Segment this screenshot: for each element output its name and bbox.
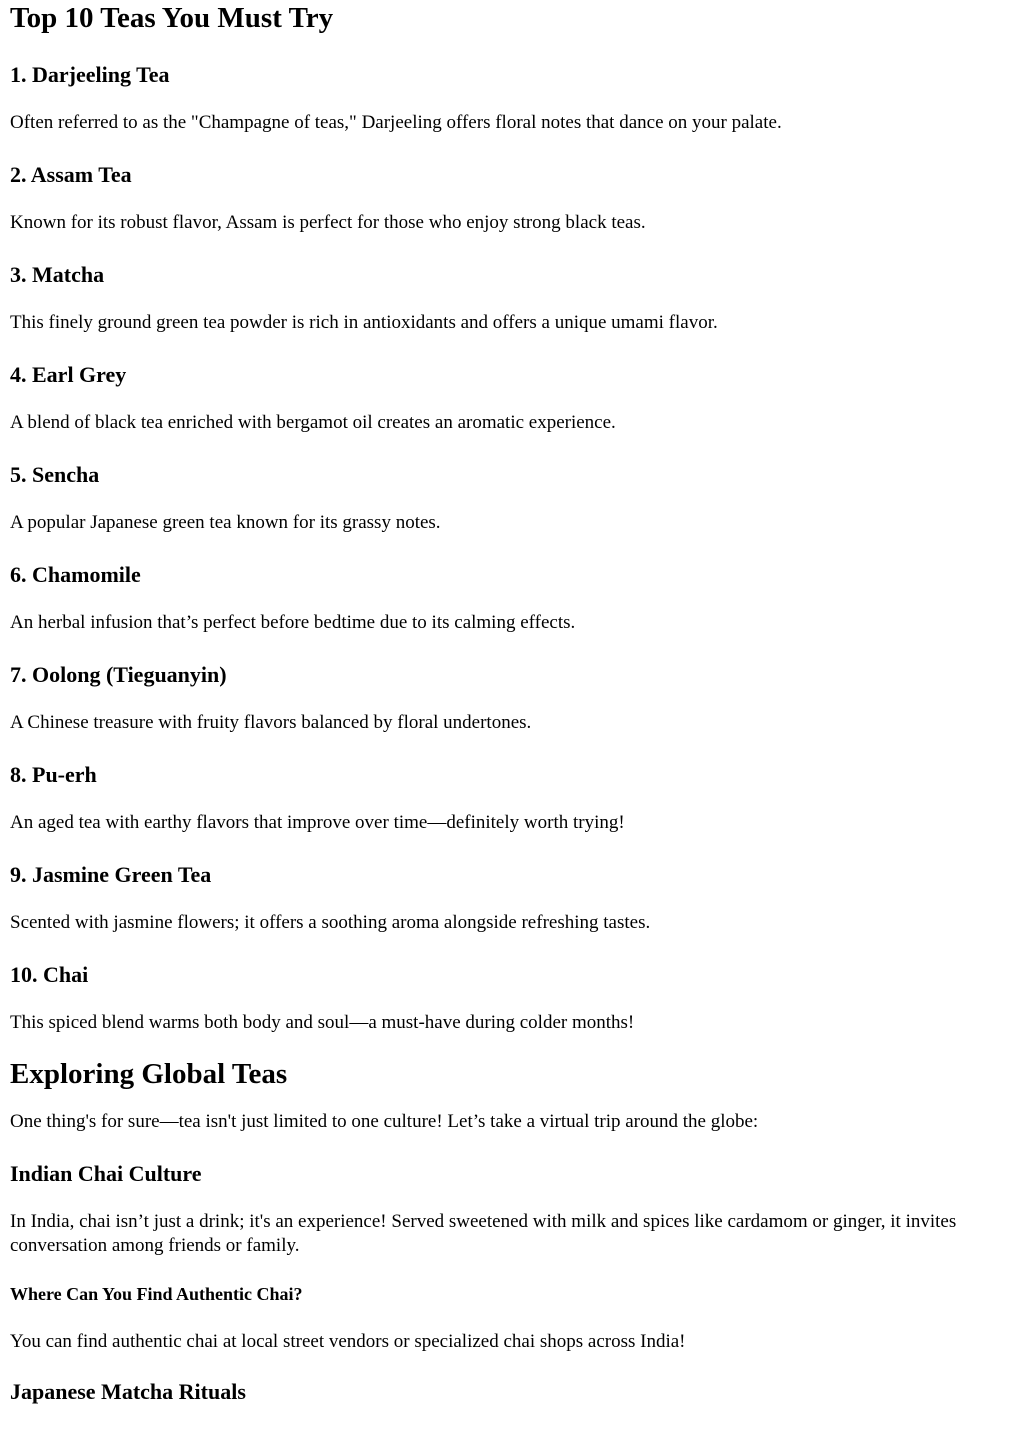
subsection-heading: Indian Chai Culture <box>10 1161 202 1186</box>
tea-heading: 5. Sencha <box>10 462 100 487</box>
list-item <box>10 261 1014 335</box>
global-teas-section <box>10 1056 1014 1406</box>
subsection-heading: Japanese Matcha Rituals <box>10 1379 246 1404</box>
tea-heading: 2. Assam Tea <box>10 162 132 187</box>
tea-description: An aged tea with earthy flavors that improve over time—definitely worth trying! <box>10 812 625 833</box>
indian-chai-section <box>10 1160 1014 1258</box>
list-item <box>10 861 1014 935</box>
page-title: Top 10 Teas You Must Try <box>10 2 334 34</box>
list-item <box>10 61 1014 135</box>
tea-heading: 4. Earl Grey <box>10 362 127 387</box>
authentic-chai-section <box>10 1282 1014 1354</box>
tea-description: This spiced blend warms both body and soul—a must-have during colder months! <box>10 1012 635 1033</box>
tea-heading: 3. Matcha <box>10 262 105 287</box>
tea-description: A Chinese treasure with fruity flavors balanced by floral undertones. <box>10 712 532 733</box>
list-item <box>10 761 1014 835</box>
tea-description: A popular Japanese green tea known for its grassy notes. <box>10 512 441 533</box>
tea-description: Known for its robust flavor, Assam is perfect for those who enjoy strong black teas. <box>10 212 646 233</box>
tea-description: Scented with jasmine flowers; it offers a soothing aroma alongside refreshing tastes. <box>10 912 651 933</box>
list-item <box>10 961 1014 1035</box>
tea-heading: 7. Oolong (Tieguanyin) <box>10 662 227 687</box>
list-item <box>10 561 1014 635</box>
section-intro: One thing's for sure—tea isn't just limited to one culture! Let’s take a virtual trip around the globe: <box>10 1111 759 1132</box>
list-item <box>10 161 1014 235</box>
tea-description: Often referred to as the "Champagne of teas," Darjeeling offers floral notes that dance on your palate. <box>10 112 782 133</box>
subsection-text: In India, chai isn’t just a drink; it's an experience! Served sweetened with milk and spices like cardamom or ginger, it invites conversation among friends or family. <box>10 1211 957 1256</box>
section-title: Exploring Global Teas <box>10 1058 288 1090</box>
tea-description: A blend of black tea enriched with bergamot oil creates an aromatic experience. <box>10 412 616 433</box>
tea-description: This finely ground green tea powder is rich in antioxidants and offers a unique umami flavor. <box>10 312 718 333</box>
tea-list <box>10 61 1014 1035</box>
list-item <box>10 361 1014 435</box>
list-item <box>10 461 1014 535</box>
tea-description: An herbal infusion that’s perfect before bedtime due to its calming effects. <box>10 612 576 633</box>
tea-heading: 9. Jasmine Green Tea <box>10 862 212 887</box>
tea-heading: 1. Darjeeling Tea <box>10 62 170 87</box>
japanese-matcha-section <box>10 1378 1014 1406</box>
list-item <box>10 661 1014 735</box>
tea-heading: 8. Pu-erh <box>10 762 97 787</box>
tea-heading: 6. Chamomile <box>10 562 141 587</box>
tea-heading: 10. Chai <box>10 962 89 987</box>
subsubsection-text: You can find authentic chai at local street vendors or specialized chai shops across India! <box>10 1331 686 1352</box>
subsubsection-heading: Where Can You Find Authentic Chai? <box>10 1284 303 1304</box>
